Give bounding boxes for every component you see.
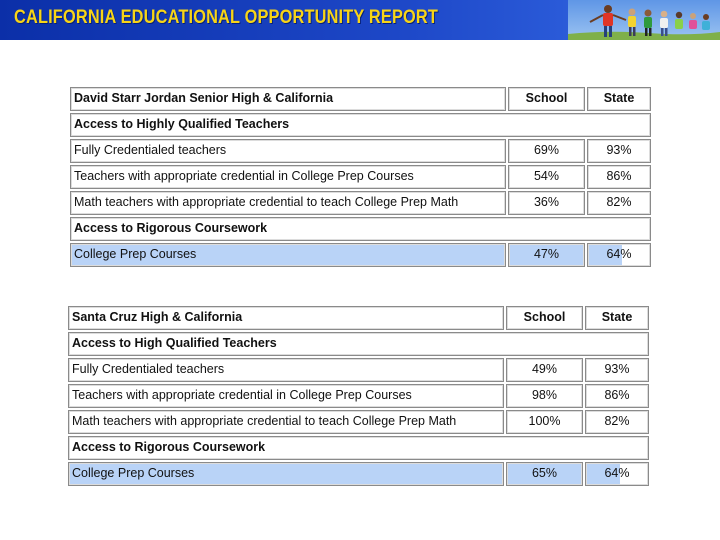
table1-course-school: 47% [508,243,585,267]
table2-school-header: School [506,306,583,330]
table2-course-state: 64% [585,462,649,486]
table2-row3-state: 82% [585,410,649,434]
table1-course-label: College Prep Courses [70,243,506,267]
table2-row2-label: Teachers with appropriate credential in College Prep Courses [68,384,504,408]
table2-row1-state: 93% [585,358,649,382]
table1-row3-label: Math teachers with appropriate credential to teach College Prep Math [70,191,506,215]
table2-course-label: College Prep Courses [68,462,504,486]
table2-title: Santa Cruz High & California [68,306,504,330]
table2-section-coursework: Access to Rigorous Coursework [68,436,649,460]
table1-row2-school: 54% [508,165,585,189]
table2-course-school: 65% [506,462,583,486]
table1-row3-school: 36% [508,191,585,215]
table1-row1-label: Fully Credentialed teachers [70,139,506,163]
table2-state-header: State [585,306,649,330]
table1-course-state: 64% [587,243,651,267]
report-banner [0,0,720,40]
table2-row3-label: Math teachers with appropriate credential to teach College Prep Math [68,410,504,434]
table2-row2-school: 98% [506,384,583,408]
table2-row2-state: 86% [585,384,649,408]
table1-row2-label: Teachers with appropriate credential in College Prep Courses [70,165,506,189]
table1-section-coursework: Access to Rigorous Coursework [70,217,651,241]
table1-state-header: State [587,87,651,111]
table1-row3-state: 82% [587,191,651,215]
table1-section-teachers: Access to Highly Qualified Teachers [70,113,651,137]
table1-row2-state: 86% [587,165,651,189]
table1-row1-school: 69% [508,139,585,163]
table2-row1-school: 49% [506,358,583,382]
table2-row1-label: Fully Credentialed teachers [68,358,504,382]
table2-row3-school: 100% [506,410,583,434]
report-title: CALIFORNIA EDUCATIONAL OPPORTUNITY REPORT [14,7,439,28]
students-photo [568,0,720,40]
table1-title: David Starr Jordan Senior High & California [70,87,506,111]
table1-row1-state: 93% [587,139,651,163]
table2-section-teachers: Access to High Qualified Teachers [68,332,649,356]
table1-school-header: School [508,87,585,111]
